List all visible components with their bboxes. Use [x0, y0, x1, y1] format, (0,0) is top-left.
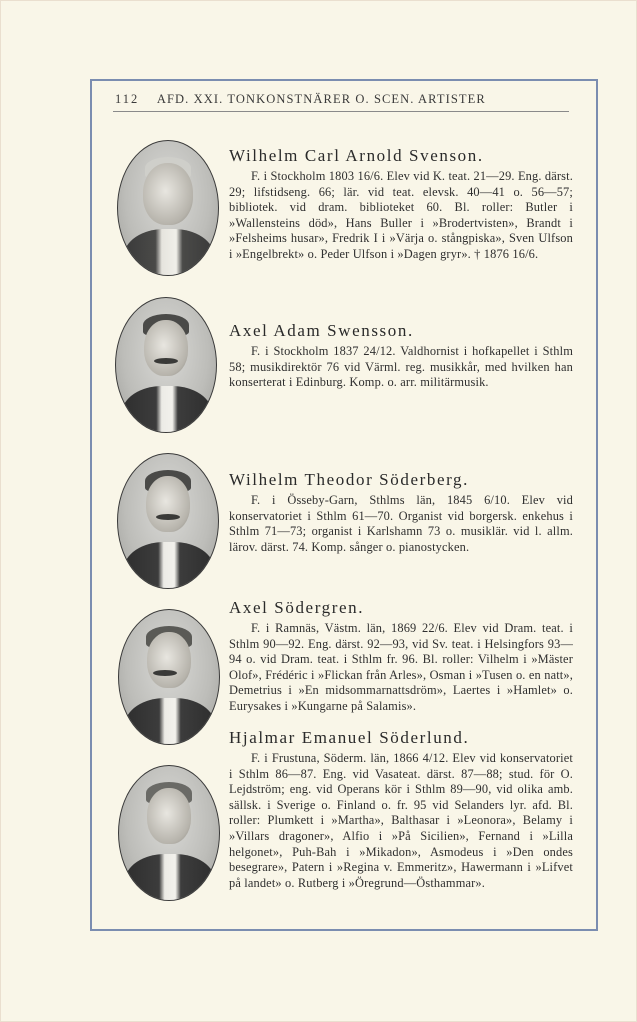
- coat: [125, 854, 215, 901]
- portrait-image-5: [118, 765, 220, 901]
- coat: [124, 229, 214, 276]
- face: [143, 163, 193, 225]
- entry-name: Wilhelm Carl Arnold Svenson.: [229, 146, 484, 165]
- page-number: 112: [115, 92, 140, 106]
- entry-name: Wilhelm Theodor Söderberg.: [229, 470, 469, 489]
- mustache: [154, 358, 178, 364]
- portrait-image-2: [115, 297, 217, 433]
- entry-2: [229, 321, 573, 391]
- entry-bio: F. i Stockholm 1837 24/12. Valdhornist i hofkapellet i Sthlm 58; musikdirektör 76 vid Värml. reg. musikkår, med hvilken han konserterat i Edinburg. Komp. o. arr. militärmusik.: [229, 344, 573, 390]
- portrait-image-3: [117, 453, 219, 589]
- face: [147, 788, 191, 844]
- entry-name: Axel Södergren.: [229, 598, 365, 617]
- face: [146, 476, 190, 532]
- entry-name: Axel Adam Swensson.: [229, 321, 414, 340]
- coat: [125, 698, 215, 745]
- portrait-image-1: [117, 140, 219, 276]
- entry-bio: F. i Stockholm 1803 16/6. Elev vid K. teat. 21—29. Eng. därst. 29; lifstidseng. 66; lär. vid teat. elevsk. 40—41 o. 56—57; bibliotek. vid dram. biblioteket 60. Bl. roller: Butler i »Wallensteins död», Hans Buller i »Brodertvisten», Brandt i »Felsheims husar», Fredrik I i »Värja o. stångpiska», Sven Ulfson i »Engelbrekt» o. Peder Ulfson i »Dagen gryr». † 1876 16/6.: [229, 169, 573, 261]
- portrait-image-4: [118, 609, 220, 745]
- entry-bio: F. i Ramnäs, Västm. län, 1869 22/6. Elev vid Dram. teat. i Sthlm 90—92. Eng. därst. 92—93, vid Sv. teat. i Helsingfors 93—94 o. vid Dram. teat. i Sthlm fr. 96. Bl. roller: Vilhelm i »Mäster Olof», Frédéric i »Flickan från Arles», Osman i »Tusen o. en natt», Demetrius i »En midsommarnattsdröm», Laertes i »Hamlet» o. Eurysakes i »Kungarne på Salamis».: [229, 621, 573, 713]
- entry-name: Hjalmar Emanuel Söderlund.: [229, 728, 470, 747]
- entry-bio: F. i Össeby-Garn, Sthlms län, 1845 6/10. Elev vid konservatoriet i Sthlm 61—70. Organist vid borgersk. enkehus i Sthlm 71—73; organist i Karlshamn 73 o. musiklär. vid l. allm. lärov. därst. 74. Komp. sånger o. pianostycken.: [229, 493, 573, 554]
- header-rule: [113, 111, 569, 112]
- entry-1: [229, 146, 573, 263]
- running-head: [115, 92, 570, 107]
- face: [147, 632, 191, 688]
- section-title: AFD. XXI. TONKONSTNÄRER O. SCEN. ARTISTER: [156, 92, 486, 106]
- entry-bio: F. i Frustuna, Söderm. län, 1866 4/12. Elev vid konservatoriet i Sthlm 86—87. Eng. vid Vasateat. därst. 87—88; stud. för O. Lejdström; eng. vid Operans kör i Sthlm 89—90, vid olika amb. sällsk. i Sverige o. Finland o. fr. 95 vid Selanders lyr. afd. Bl. roller: Plumkett i »Martha», Balthasar i »Leonora», Belamy i »Villars dragoner», Alfio i »På Sicilien», Fernand i »Lilla helgonet», Puh-Bah i »Mikadon», Asmodeus i »Den ondes besegrare», Patern i »Regina v. Emmeritz», Hawermann i »Lifvet på landet» o. Rutberg i »Öregrund—Östhammar».: [229, 751, 573, 890]
- coat: [122, 386, 212, 433]
- entry-3: [229, 470, 573, 555]
- entry-4: [229, 598, 573, 715]
- coat: [124, 542, 214, 589]
- entry-5: [229, 728, 573, 891]
- mustache: [153, 670, 177, 676]
- face: [144, 320, 188, 376]
- mustache: [156, 514, 180, 520]
